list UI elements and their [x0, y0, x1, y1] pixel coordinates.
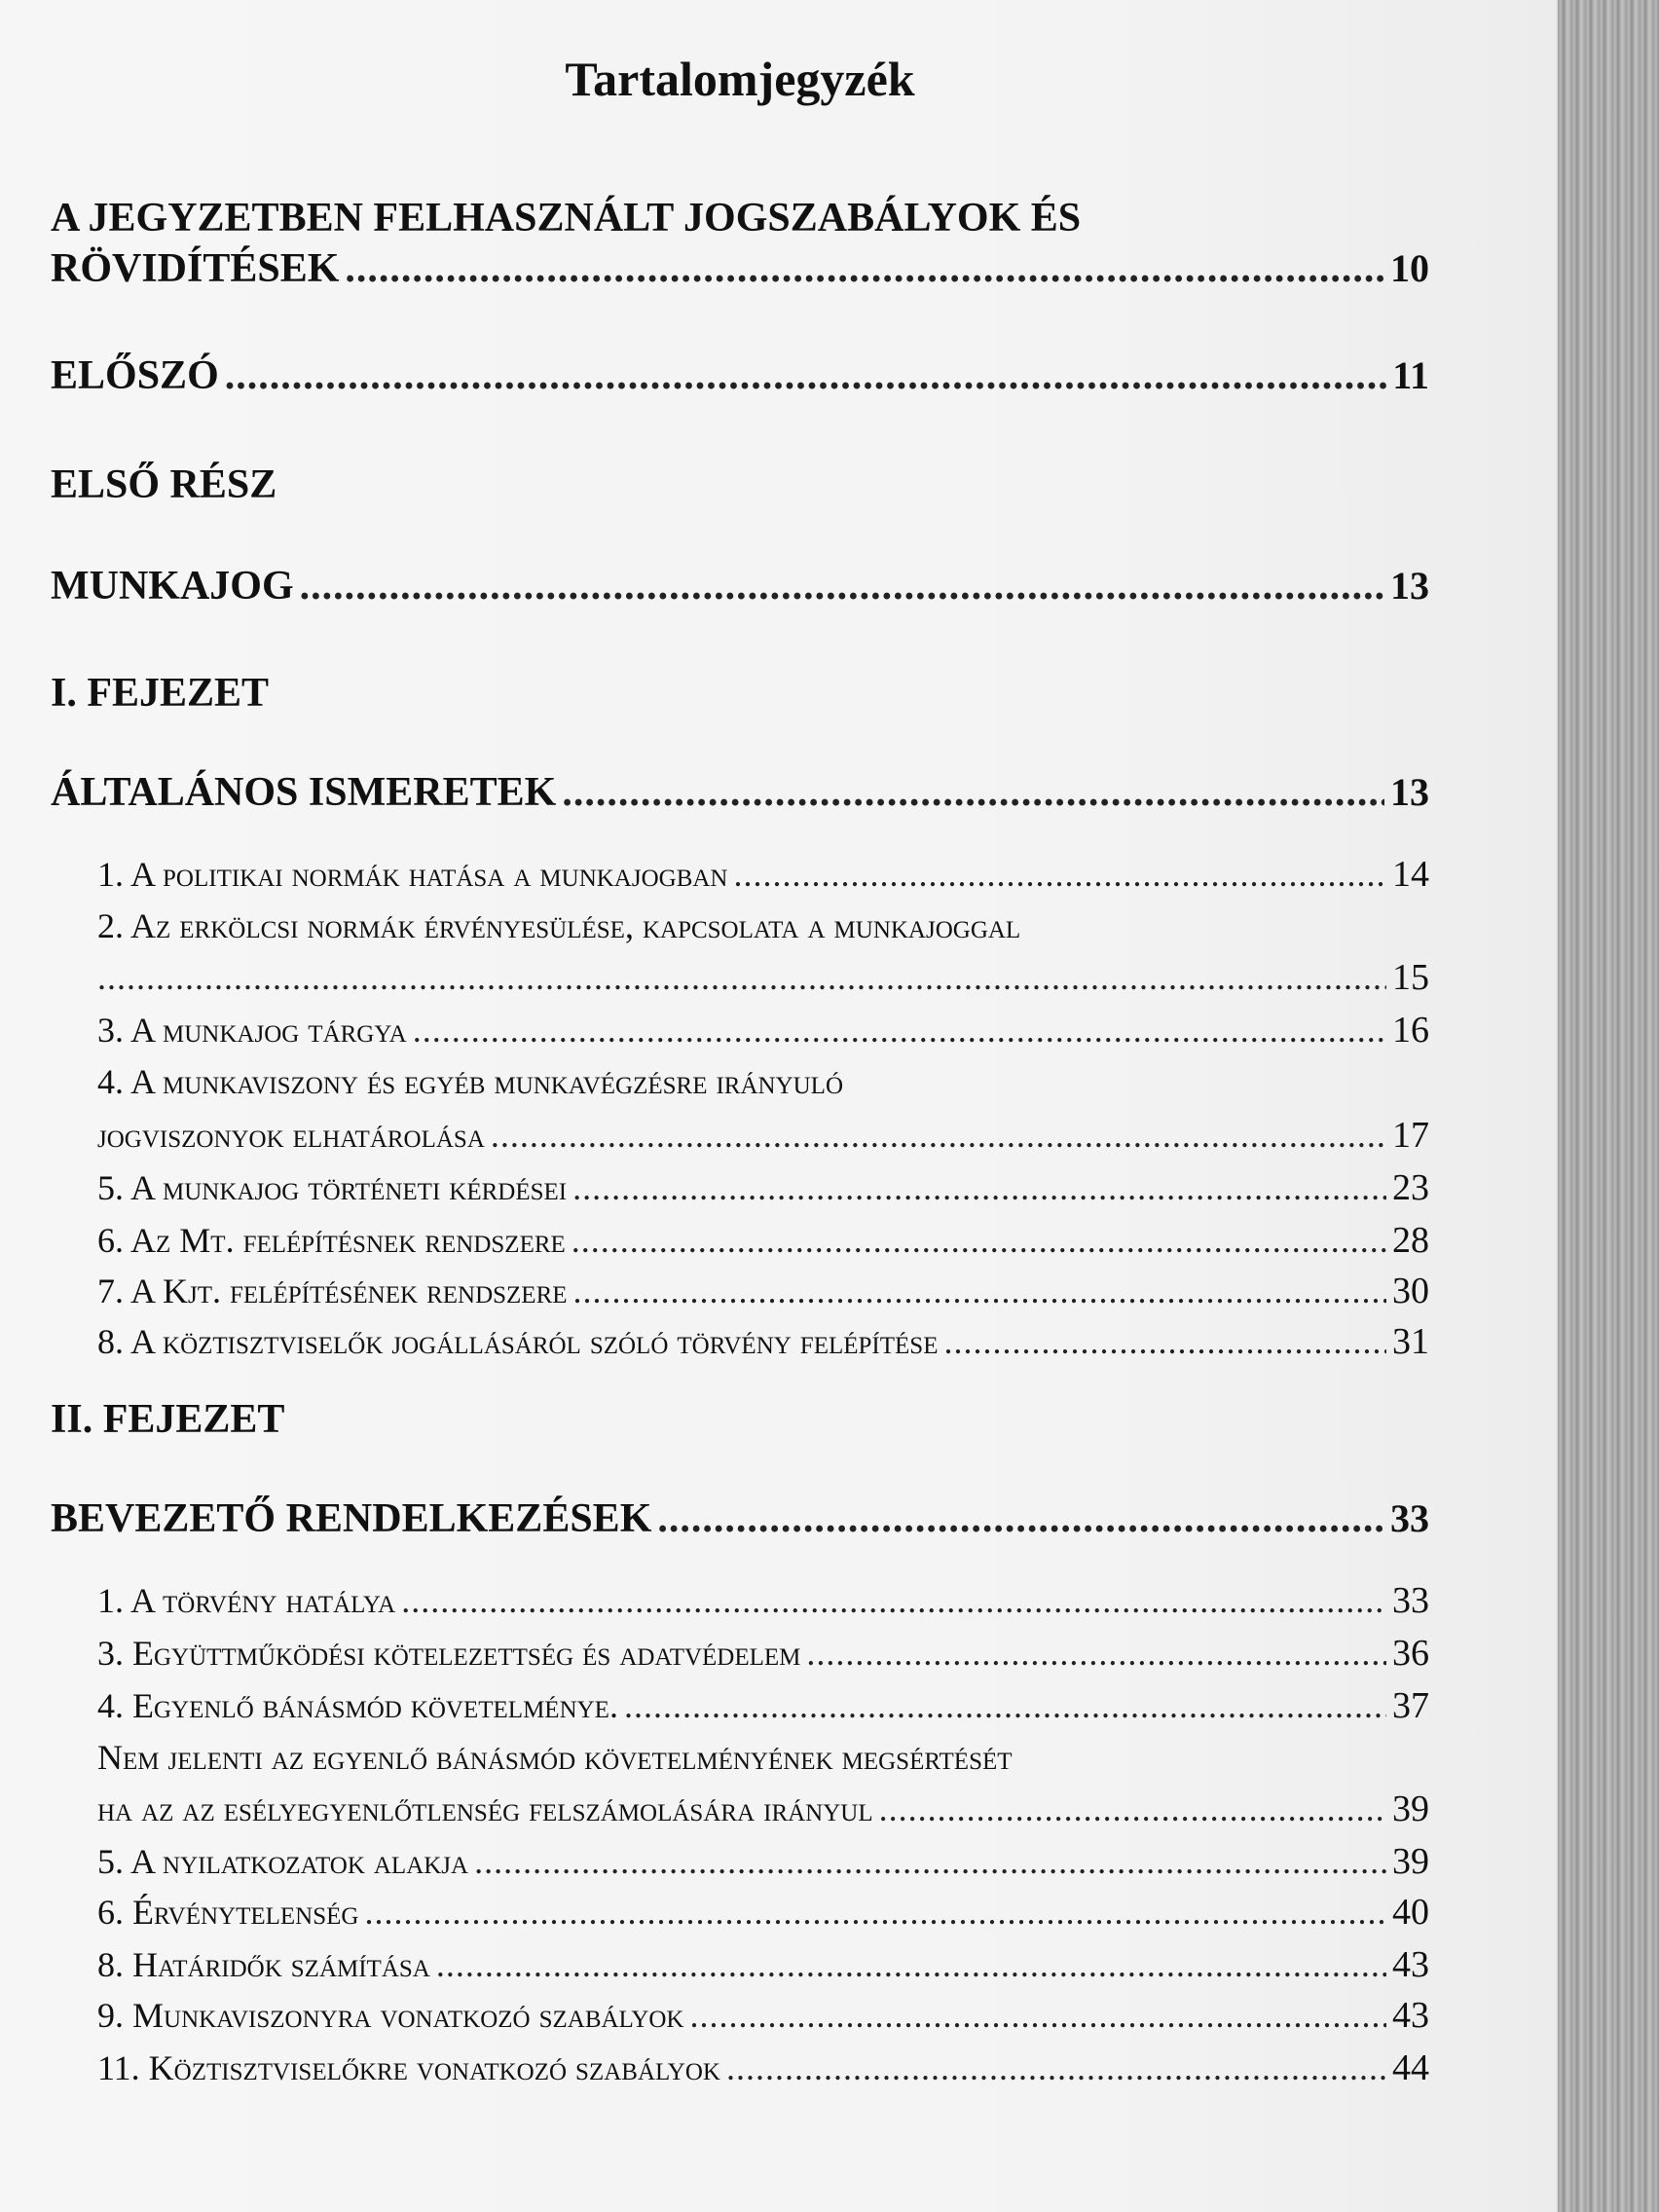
- toc-page-number: 39: [1392, 1788, 1429, 1829]
- toc-label: jogviszonyok elhatárolása: [97, 1116, 485, 1155]
- toc-leader-dots: [573, 1271, 1386, 1311]
- toc-leader-dots: [97, 957, 1386, 998]
- toc-subentry[interactable]: [97, 956, 1429, 999]
- toc-entry-bevezeto-rendelkezesek[interactable]: [51, 1495, 1429, 1542]
- toc-subentry[interactable]: [97, 1009, 1429, 1051]
- toc-subentry[interactable]: [97, 853, 1429, 896]
- toc-page-number: 16: [1392, 1010, 1429, 1051]
- toc-label: 5. A munkajog történeti kérdései: [97, 1168, 568, 1207]
- toc-leader-dots: [571, 1220, 1386, 1261]
- toc-subentry-line1: Nem jelenti az egyenlő bánásmód követelményének megsértését: [97, 1738, 1013, 1777]
- toc-page-number: 31: [1392, 1321, 1429, 1362]
- toc-label: 4. Egyenlő bánásmód követelménye.: [97, 1686, 618, 1725]
- toc-page-number: 13: [1390, 564, 1429, 608]
- toc-page-number: 43: [1392, 1944, 1429, 1985]
- toc-leader-dots: [806, 1633, 1386, 1674]
- page-stack-edge: [1558, 0, 1659, 2212]
- toc-label: BEVEZETŐ RENDELKEZÉSEK: [51, 1496, 652, 1541]
- toc-section-elso-resz: ELSŐ RÉSZ: [51, 462, 277, 507]
- toc-label: 3. Együttműködési kötelezettség és adatvédelem: [97, 1634, 801, 1673]
- toc-leader-dots: [300, 563, 1384, 609]
- toc-subentry-line1: 2. Az erkölcsi normák érvényesülése, kapcsolata a munkajoggal: [97, 906, 1021, 945]
- toc-page-number: 36: [1392, 1633, 1429, 1674]
- toc-label: MUNKAJOG: [51, 564, 294, 608]
- toc-leader-dots: [572, 1167, 1386, 1208]
- toc-subentry[interactable]: [97, 1166, 1429, 1209]
- toc-leader-dots: [562, 769, 1384, 816]
- toc-chapter-2: II. FEJEZET: [51, 1397, 285, 1442]
- toc-subentry[interactable]: [97, 1994, 1429, 2037]
- toc-subentry[interactable]: [97, 1579, 1429, 1622]
- toc-subentry[interactable]: [97, 1219, 1429, 1262]
- toc-page-number: 44: [1392, 2047, 1429, 2088]
- toc-subentry[interactable]: [97, 2046, 1429, 2089]
- toc-label: ELŐSZÓ: [51, 353, 219, 398]
- toc-subentry[interactable]: [97, 1632, 1429, 1675]
- toc-page-number: 13: [1390, 770, 1429, 814]
- toc-page-number: 11: [1392, 353, 1429, 397]
- toc-entry-eloszo[interactable]: [51, 352, 1429, 399]
- toc-leader-dots: [690, 1995, 1387, 2036]
- toc-subentry[interactable]: [97, 1840, 1429, 1883]
- toc-subentry[interactable]: [97, 1684, 1429, 1727]
- toc-label: ÁLTALÁNOS ISMERETEK: [51, 770, 557, 815]
- toc-leader-dots: [733, 854, 1386, 895]
- toc-entry-altalanos-ismeretek[interactable]: [51, 769, 1429, 816]
- toc-subentry[interactable]: [97, 1320, 1429, 1363]
- toc-label: RÖVIDÍTÉSEK: [51, 246, 340, 291]
- toc-page-number: 37: [1392, 1685, 1429, 1726]
- toc-leader-dots: [474, 1841, 1386, 1882]
- toc-leader-dots: [726, 2047, 1386, 2088]
- toc-leader-dots: [491, 1115, 1386, 1156]
- toc-leader-dots: [657, 1495, 1384, 1542]
- toc-leader-dots: [364, 1892, 1386, 1933]
- toc-label: 8. Határidők számítása: [97, 1945, 430, 1984]
- toc-leader-dots: [413, 1010, 1386, 1051]
- toc-page-number: 15: [1392, 957, 1429, 998]
- toc-subentry[interactable]: [97, 1114, 1429, 1157]
- toc-subentry[interactable]: [97, 1788, 1429, 1830]
- toc-page-number: 10: [1390, 246, 1429, 290]
- toc-leader-dots: [943, 1321, 1386, 1362]
- toc-entry-munkajog[interactable]: [51, 563, 1429, 609]
- toc-label: ha az az esélyegyenlőtlenség felszámolására irányul: [97, 1789, 873, 1828]
- toc-leader-dots: [879, 1788, 1386, 1829]
- toc-page-number: 40: [1392, 1892, 1429, 1933]
- page-title: Tartalomjegyzék: [565, 52, 915, 106]
- toc-page-number: 39: [1392, 1841, 1429, 1882]
- toc-subentry[interactable]: [97, 1943, 1429, 1986]
- toc-label: 9. Munkaviszonyra vonatkozó szabályok: [97, 1996, 684, 2035]
- toc-page-number: 28: [1392, 1220, 1429, 1261]
- toc-leader-dots: [401, 1580, 1386, 1621]
- toc-label: 1. A törvény hatálya: [97, 1581, 396, 1620]
- toc-page-number: 23: [1392, 1167, 1429, 1208]
- toc-leader-dots: [624, 1685, 1386, 1726]
- toc-label: 7. A Kjt. felépítésének rendszere: [97, 1272, 568, 1310]
- toc-page-number: 33: [1392, 1580, 1429, 1621]
- toc-leader-dots: [345, 245, 1384, 292]
- toc-leader-dots: [436, 1944, 1386, 1985]
- toc-page-number: 17: [1392, 1115, 1429, 1156]
- toc-subentry[interactable]: [97, 1270, 1429, 1312]
- toc-label: 6. Érvénytelenség: [97, 1893, 359, 1932]
- toc-leader-dots: [225, 352, 1386, 399]
- toc-label: 1. A politikai normák hatása a munkajogban: [97, 855, 728, 894]
- toc-label: 11. Köztisztviselőkre vonatkozó szabályok: [97, 2048, 720, 2087]
- toc-subentry[interactable]: [97, 1891, 1429, 1934]
- toc-entry-jogszabalyok[interactable]: [51, 245, 1429, 292]
- toc-page-number: 14: [1392, 854, 1429, 895]
- toc-page-number: 30: [1392, 1271, 1429, 1311]
- toc-label: 5. A nyilatkozatok alakja: [97, 1842, 469, 1881]
- toc-label: 3. A munkajog tárgya: [97, 1011, 407, 1050]
- toc-page-number: 43: [1392, 1995, 1429, 2036]
- toc-entry-jogszabalyok-line1: A JEGYZETBEN FELHASZNÁLT JOGSZABÁLYOK ÉS: [51, 196, 1082, 240]
- toc-label: 6. Az Mt. felépítésnek rendszere: [97, 1221, 566, 1260]
- toc-label: 8. A köztisztviselők jogállásáról szóló törvény felépítése: [97, 1322, 939, 1361]
- toc-subentry-line1: 4. A munkaviszony és egyéb munkavégzésre irányuló: [97, 1062, 844, 1101]
- toc-page-number: 33: [1390, 1496, 1429, 1540]
- toc-chapter-1: I. FEJEZET: [51, 671, 270, 716]
